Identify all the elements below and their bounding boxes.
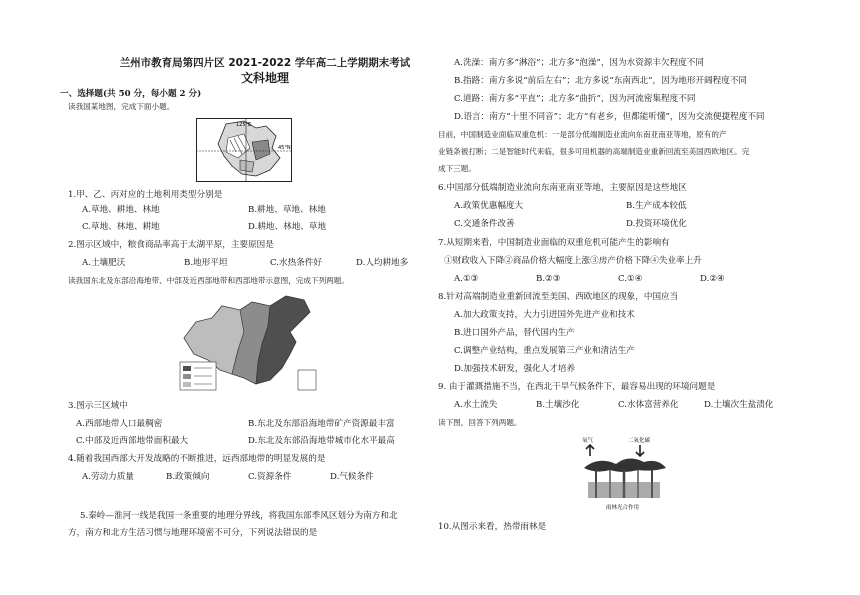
q3-option-c[interactable]: C.中部及近西部地带面积最大 (76, 436, 189, 446)
q8-option-c[interactable]: C.调整产业结构，重点发展第三产业和清洁生产 (454, 346, 635, 356)
rainforest-figure (578, 434, 670, 514)
q3-option-a[interactable]: A.西部地带人口最稠密 (76, 419, 163, 429)
co2-arrow-icon (636, 445, 644, 456)
canopy-shape (584, 458, 666, 472)
intro-map2: 读我国东北及东部沿海地带、中部及近西部地带和西部地带示意图，完成下列两题。 (68, 276, 349, 285)
q7-option-d[interactable]: D.②④ (700, 274, 725, 284)
q3-option-b[interactable]: B.东北及东部沿海地带矿产资源最丰富 (248, 419, 395, 429)
q5-stem-line1: 5.秦岭—淮河一线是我国一条重要的地理分界线，将我国东部季风区划分为南方和北 (80, 511, 398, 521)
q9-stem: 9. 由于灌溉措施不当，在西北干旱气候条件下，最容易出现的环境问题是 (438, 382, 716, 392)
q2-stem: 2.图示区域中，粮食商品率高于太湖平原，主要原因是 (68, 240, 274, 250)
q5-option-c[interactable]: C.道路：南方多“平直”；北方多“曲折”，因为河流密集程度不同 (454, 94, 696, 104)
q2-option-c[interactable]: C.水热条件好 (270, 258, 322, 268)
section-heading: 一、选择题(共 50 分，每小题 2 分) (60, 89, 202, 99)
intro-q10: 读下图，回答下列两题。 (438, 418, 522, 427)
q5-option-a[interactable]: A.洗澡：南方多“淋浴”；北方多“泡澡”，因为水资源丰欠程度不同 (454, 58, 704, 68)
q4-option-c[interactable]: C.资源条件 (248, 472, 292, 482)
q3-option-d[interactable]: D.东北及东部沿海地带城市化水平最高 (248, 436, 395, 446)
q1-stem: 1.甲、乙、丙对应的土地利用类型分别是 (68, 190, 223, 200)
q9-option-d[interactable]: D.土壤次生盐渍化 (704, 400, 774, 410)
intro-map1: 读我国某地图，完成下面小题。 (68, 102, 175, 111)
q10-stem: 10.从图示来看，热带雨林是 (438, 522, 547, 532)
q1-option-c[interactable]: C.草地、林地、耕地 (82, 222, 160, 232)
q6-option-a[interactable]: A.政策优惠幅度大 (454, 201, 524, 211)
intro-q6-8-line2: 业链条被打断；二是智能时代来临，很多可用机器的高端制造业重新回流至美国西欧地区。完 (438, 147, 750, 156)
q2-option-d[interactable]: D.人均耕地多 (356, 258, 409, 268)
oxygen-label: 氧气 (582, 438, 594, 444)
q2-option-a[interactable]: A.土壤肥沃 (82, 258, 126, 268)
q9-option-c[interactable]: C.水体富营养化 (618, 400, 679, 410)
lon-label: 125°E (236, 122, 252, 128)
china-zones-map-figure (178, 292, 328, 394)
oxygen-arrow-icon (586, 445, 594, 456)
q4-option-b[interactable]: B.政策倾向 (166, 472, 210, 482)
q7-option-b[interactable]: B.②③ (536, 274, 561, 284)
q8-option-b[interactable]: B.进口国外产品，替代国内生产 (454, 328, 575, 338)
q4-option-d[interactable]: D.气候条件 (330, 472, 374, 482)
undergrowth-shape (588, 482, 660, 498)
q1-option-d[interactable]: D.耕地、林地、草地 (248, 222, 327, 232)
intro-q6-8-line3: 成下三题。 (438, 164, 476, 173)
q2-option-b[interactable]: B.地形平坦 (184, 258, 228, 268)
q4-option-a[interactable]: A.劳动力质量 (82, 472, 134, 482)
northeast-map-figure (196, 118, 292, 182)
intro-q6-8-line1: 目前，中国制造业面临双重危机：一是部分低端制造业流向东南亚南亚等地，原有的产 (438, 130, 727, 139)
q5-option-d[interactable]: D.语言：南方“十里不同音”；北方“有老乡，但都能听懂”，因为交流便捷程度不同 (454, 112, 765, 122)
q8-option-d[interactable]: D.加强技术研发，强化人才培养 (454, 364, 576, 374)
q9-option-a[interactable]: A.水土流失 (454, 400, 498, 410)
q6-option-b[interactable]: B.生产成本较低 (626, 201, 687, 211)
south-sea-inset (298, 370, 316, 390)
q1-option-a[interactable]: A.草地、耕地、林地 (82, 205, 160, 215)
q3-stem: 3.图示三区域中 (68, 401, 128, 411)
q7-stem: 7.从短期来看，中国制造业面临的双重危机可能产生的影响有 (438, 238, 670, 248)
lat-label: 45°N (278, 145, 291, 151)
exam-title: 兰州市教育局第四片区 2021-2022 学年高二上学期期末考试 (119, 57, 411, 69)
q1-option-b[interactable]: B.耕地、草地、林地 (248, 205, 326, 215)
figure-caption: 雨林光合作用 (606, 505, 640, 511)
co2-label: 二氧化碳 (628, 438, 651, 444)
q9-option-b[interactable]: B.土壤沙化 (536, 400, 580, 410)
q7-option-a[interactable]: A.①③ (454, 274, 479, 284)
q7-items: ①财政收入下降②商品价格大幅度上涨③房产价格下降④失业率上升 (444, 256, 702, 266)
q6-stem: 6.中国部分低端制造业流向东南亚南亚等地，主要原因是这些地区 (438, 183, 687, 193)
exam-subject: 文科地理 (240, 71, 289, 85)
q4-stem: 4.随着我国西部大开发战略的不断推进，远西部地带的明显发展的是 (68, 454, 326, 464)
q8-stem: 8.针对高端制造业重新回流至美国、西欧地区的现象，中国应当 (438, 292, 679, 302)
q5-option-b[interactable]: B.指路：南方多说“前后左右”；北方多说“东南西北”，因为地形开阔程度不同 (454, 76, 748, 86)
q6-option-c[interactable]: C.交通条件改善 (454, 219, 515, 229)
q8-option-a[interactable]: A.加大政策支持，大力引进国外先进产业和技术 (454, 310, 635, 320)
q5-stem-line2: 方，南方和北方生活习惯与地理环境密不可分，下列说法错误的是 (68, 528, 318, 538)
q7-option-c[interactable]: C.①④ (618, 274, 643, 284)
q6-option-d[interactable]: D.投资环境优化 (626, 219, 687, 229)
